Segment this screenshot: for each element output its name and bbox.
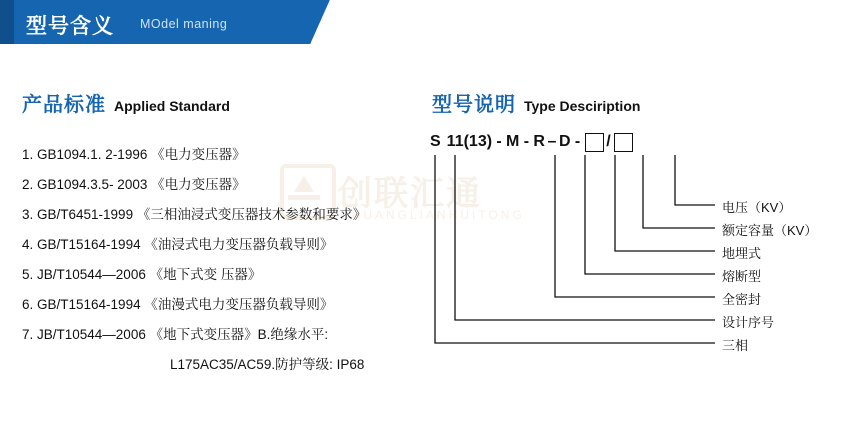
header-title-cn: 型号含义 <box>26 15 114 38</box>
leader-label-capacity: 额定容量（KV） <box>722 223 818 238</box>
code-token-r: R <box>533 133 545 150</box>
standards-section-title <box>22 88 230 117</box>
watermark-text-en: CHUANGLIANHUITONG <box>340 208 525 222</box>
code-token-d: D <box>558 133 571 150</box>
code-token-series: 11(13) <box>446 133 493 150</box>
code-dash-1: - <box>496 133 502 150</box>
header-title-en: MOdel maning <box>140 17 228 31</box>
list-item: 2. GB1094.3.5- 2003 《电力变压器》 <box>22 177 246 192</box>
leader-line-diagram <box>420 150 820 375</box>
code-dash-3: – <box>547 133 557 150</box>
code-dash-4: - <box>574 133 581 150</box>
list-item: 6. GB/T15164-1994 《油漫式电力变压器负载导则》 <box>22 297 334 312</box>
code-token-s: S <box>430 133 441 150</box>
list-item: 7. JB/T10544—2006 《地下式变压器》B.绝缘水平: <box>22 327 329 342</box>
code-dash-2: - <box>523 133 530 150</box>
leader-label-sealed: 全密封 <box>722 292 762 307</box>
standards-title-en: Applied Standard <box>114 98 230 114</box>
leader-label-voltage: 电压（KV） <box>722 200 792 215</box>
standards-list <box>22 140 422 380</box>
list-item: 3. GB/T6451-1999 《三相油浸式变压器技术参数和要求》 <box>22 207 367 222</box>
code-box-capacity <box>585 133 604 152</box>
type-title-cn: 型号说明 <box>432 94 516 116</box>
list-item: 5. JB/T10544—2006 《地下式变 压器》 <box>22 267 262 282</box>
code-box-voltage <box>614 133 633 152</box>
leader-label-three-phase: 三相 <box>722 338 749 353</box>
watermark-text-cn: 创联汇通 <box>338 175 482 213</box>
leader-label-design-no: 设计序号 <box>722 315 775 330</box>
page-header <box>0 0 850 44</box>
code-token-m: M <box>506 133 520 150</box>
leader-label-buried: 地埋式 <box>722 246 762 261</box>
standards-title-cn: 产品标准 <box>22 94 106 116</box>
code-slash: / <box>606 133 611 150</box>
list-item: 4. GB/T15164-1994 《油浸式电力变压器负载导则》 <box>22 237 334 252</box>
list-item-continuation: L175AC35/AC59.防护等级: IP68 <box>170 357 365 372</box>
type-title-en: Type Desciription <box>524 98 641 114</box>
header-accent-stripe <box>0 0 14 44</box>
type-section-title <box>432 88 640 117</box>
leader-label-fuse: 熔断型 <box>722 269 762 284</box>
list-item: 1. GB1094.1. 2-1996 《电力变压器》 <box>22 147 246 162</box>
